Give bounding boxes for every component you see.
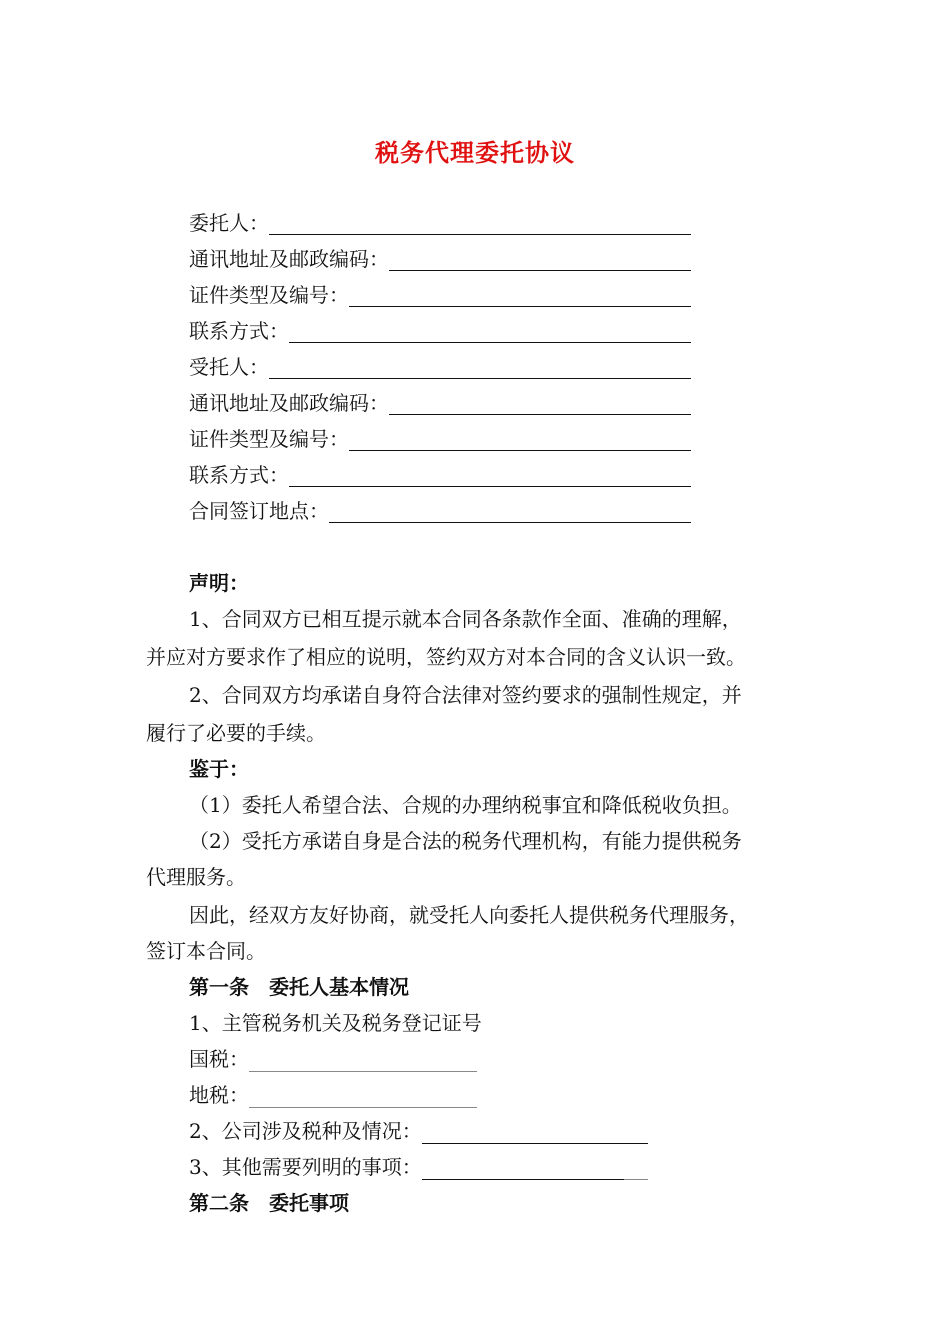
- declaration-1-line1: 1、合同双方已相互提示就本合同各条款作全面、准确的理解，: [189, 607, 742, 631]
- whereas-2-line2: 代理服务。: [146, 865, 246, 889]
- local-tax-label: 地税：: [189, 1083, 249, 1107]
- fill-in-line[interactable]: [249, 1051, 477, 1072]
- fill-in-line[interactable]: [289, 320, 691, 343]
- field-client-id: [189, 278, 691, 310]
- field-label: 联系方式：: [189, 463, 289, 487]
- fill-in-line[interactable]: [249, 1087, 477, 1108]
- document-title: 税务代理委托协议: [375, 138, 575, 167]
- local-tax-row: [189, 1082, 477, 1108]
- field-agent: [189, 350, 691, 382]
- therefore-line1: 因此，经双方友好协商，就受托人向委托人提供税务代理服务，: [189, 903, 749, 927]
- article1-item1: 1、主管税务机关及税务登记证号: [189, 1011, 482, 1035]
- declaration-2-line1: 2、合同双方均承诺自身符合法律对签约要求的强制性规定，并: [189, 683, 742, 707]
- article1-item2: 2、公司涉及税种及情况：: [189, 1119, 422, 1143]
- field-label: 委托人：: [189, 211, 269, 235]
- fill-in-line[interactable]: [349, 428, 691, 451]
- declaration-2-line2: 履行了必要的手续。: [146, 721, 326, 745]
- fill-in-line[interactable]: [349, 284, 691, 307]
- field-label: 通讯地址及邮政编码：: [189, 391, 389, 415]
- field-agent-id: [189, 422, 691, 454]
- field-label: 通讯地址及邮政编码：: [189, 247, 389, 271]
- field-label: 证件类型及编号：: [189, 427, 349, 451]
- article2-heading: 第二条 委托事项: [189, 1191, 349, 1215]
- fill-in-line[interactable]: [329, 500, 691, 523]
- fill-in-line[interactable]: [422, 1123, 648, 1144]
- article1-heading: 第一条 委托人基本情况: [189, 975, 409, 999]
- whereas-1: （1）委托人希望合法、合规的办理纳税事宜和降低税收负担。: [189, 793, 742, 817]
- fill-in-line[interactable]: [269, 356, 691, 379]
- field-label: 合同签订地点：: [189, 499, 329, 523]
- therefore-line2: 签订本合同。: [146, 939, 266, 963]
- field-client: [189, 206, 691, 238]
- declaration-1-line2: 并应对方要求作了相应的说明，签约双方对本合同的含义认识一致。: [146, 645, 746, 669]
- declaration-heading: 声明：: [189, 571, 249, 595]
- field-client-contact: [189, 314, 691, 346]
- field-label: 联系方式：: [189, 319, 289, 343]
- article1-item2-row: [189, 1118, 648, 1144]
- article1-item3-row: [189, 1154, 648, 1180]
- national-tax-label: 国税：: [189, 1047, 249, 1071]
- article1-item3: 3、其他需要列明的事项：: [189, 1155, 422, 1179]
- field-label: 受托人：: [189, 355, 269, 379]
- field-agent-address: [189, 386, 691, 418]
- field-label: 证件类型及编号：: [189, 283, 349, 307]
- field-client-address: [189, 242, 691, 274]
- fill-in-line[interactable]: [389, 392, 691, 415]
- field-agent-contact: [189, 458, 691, 490]
- fill-in-line[interactable]: [289, 464, 691, 487]
- fill-in-line[interactable]: [422, 1159, 624, 1180]
- fill-in-line-tail: [624, 1159, 648, 1180]
- field-signing-place: [189, 494, 691, 526]
- national-tax-row: [189, 1046, 477, 1072]
- fill-in-line[interactable]: [269, 212, 691, 235]
- whereas-heading: 鉴于：: [189, 757, 249, 781]
- fill-in-line[interactable]: [389, 248, 691, 271]
- whereas-2-line1: （2）受托方承诺自身是合法的税务代理机构，有能力提供税务: [189, 829, 742, 853]
